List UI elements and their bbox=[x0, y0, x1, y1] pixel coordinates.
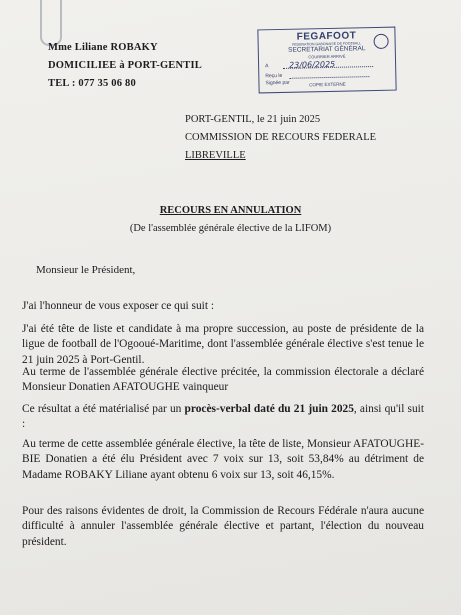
sender-domicile: DOMICILIEE à PORT-GENTIL bbox=[48, 60, 202, 71]
sender-name: Mme Liliane ROBAKY bbox=[48, 42, 158, 53]
stamp-org-sub: FEDERATION GABONAISE DE FOOTBALL bbox=[292, 41, 362, 47]
paper-clip bbox=[40, 0, 62, 46]
recipient-commission: COMMISSION DE RECOURS FEDERALE bbox=[185, 132, 377, 143]
paragraph-4-end: , ainsi qu'il suit : bbox=[22, 403, 424, 431]
reception-stamp bbox=[257, 27, 396, 94]
stamp-row-c: Signée par bbox=[265, 79, 290, 87]
stamp-mail: COURRIER ARRIVÉ bbox=[308, 53, 346, 60]
sender-phone: TEL : 077 35 06 80 bbox=[48, 78, 136, 89]
subject-subtitle: (De l'assemblée générale élective de la LIFOM) bbox=[129, 223, 332, 234]
stamp-row-a: A bbox=[265, 63, 269, 70]
paragraph-4-bold: procès-verbal daté du 21 juin 2025 bbox=[184, 403, 354, 415]
salutation: Monsieur le Président, bbox=[36, 264, 136, 276]
paragraph-4-start: Ce résultat a été matérialisé par un bbox=[22, 403, 185, 415]
stamp-row-b: Reçu le bbox=[265, 72, 283, 80]
subject-title: RECOURS EN ANNULATION bbox=[159, 205, 302, 216]
paragraph-3: Au terme de l'assemblée générale élective précitée, la commission électorale a déclaré Monsieur Donatien AFATOUGHE vainqueur bbox=[22, 366, 424, 394]
place-date: PORT-GENTIL, le 21 juin 2025 bbox=[185, 114, 321, 125]
stamp-handwritten-date: 23/06/2025 bbox=[289, 59, 336, 70]
paragraph-4 bbox=[22, 402, 424, 433]
paragraph-5: Au terme de cette assemblée générale élective, la tête de liste, Monsieur AFATOUGHE-BIE Donatien a été élu Président avec 7 voix sur 13, soit 53,84% au détriment de Madame ROBAKY Liliane ayant obtenu 6 voix sur 13, soit 46,15%. bbox=[22, 438, 424, 481]
paragraph-6: Pour des raisons évidentes de droit, la Commission de Recours Fédérale n'aura aucune difficulté à annuler l'assemblée générale élective et partant, l'élection du nouveau président. bbox=[22, 505, 424, 548]
paragraph-1: J'ai l'honneur de vous exposer ce qui suit : bbox=[22, 300, 215, 312]
stamp-org: FEGAFOOT bbox=[296, 30, 357, 43]
stamp-dept: SECRETARIAT GÉNÉRAL bbox=[288, 45, 366, 54]
paragraph-2: J'ai été tête de liste et candidate à ma propre succession, au poste de présidente de la ligue de football de l'Ogooué-Maritime, dont l'assemblée générale élective s'est tenue le 21 juin 2025 à Port-Gentil. bbox=[22, 323, 424, 366]
recipient-city: LIBREVILLE bbox=[185, 150, 246, 161]
stamp-signature-line bbox=[289, 76, 369, 79]
stamp-copy: COPIE EXTERNE bbox=[309, 81, 346, 88]
